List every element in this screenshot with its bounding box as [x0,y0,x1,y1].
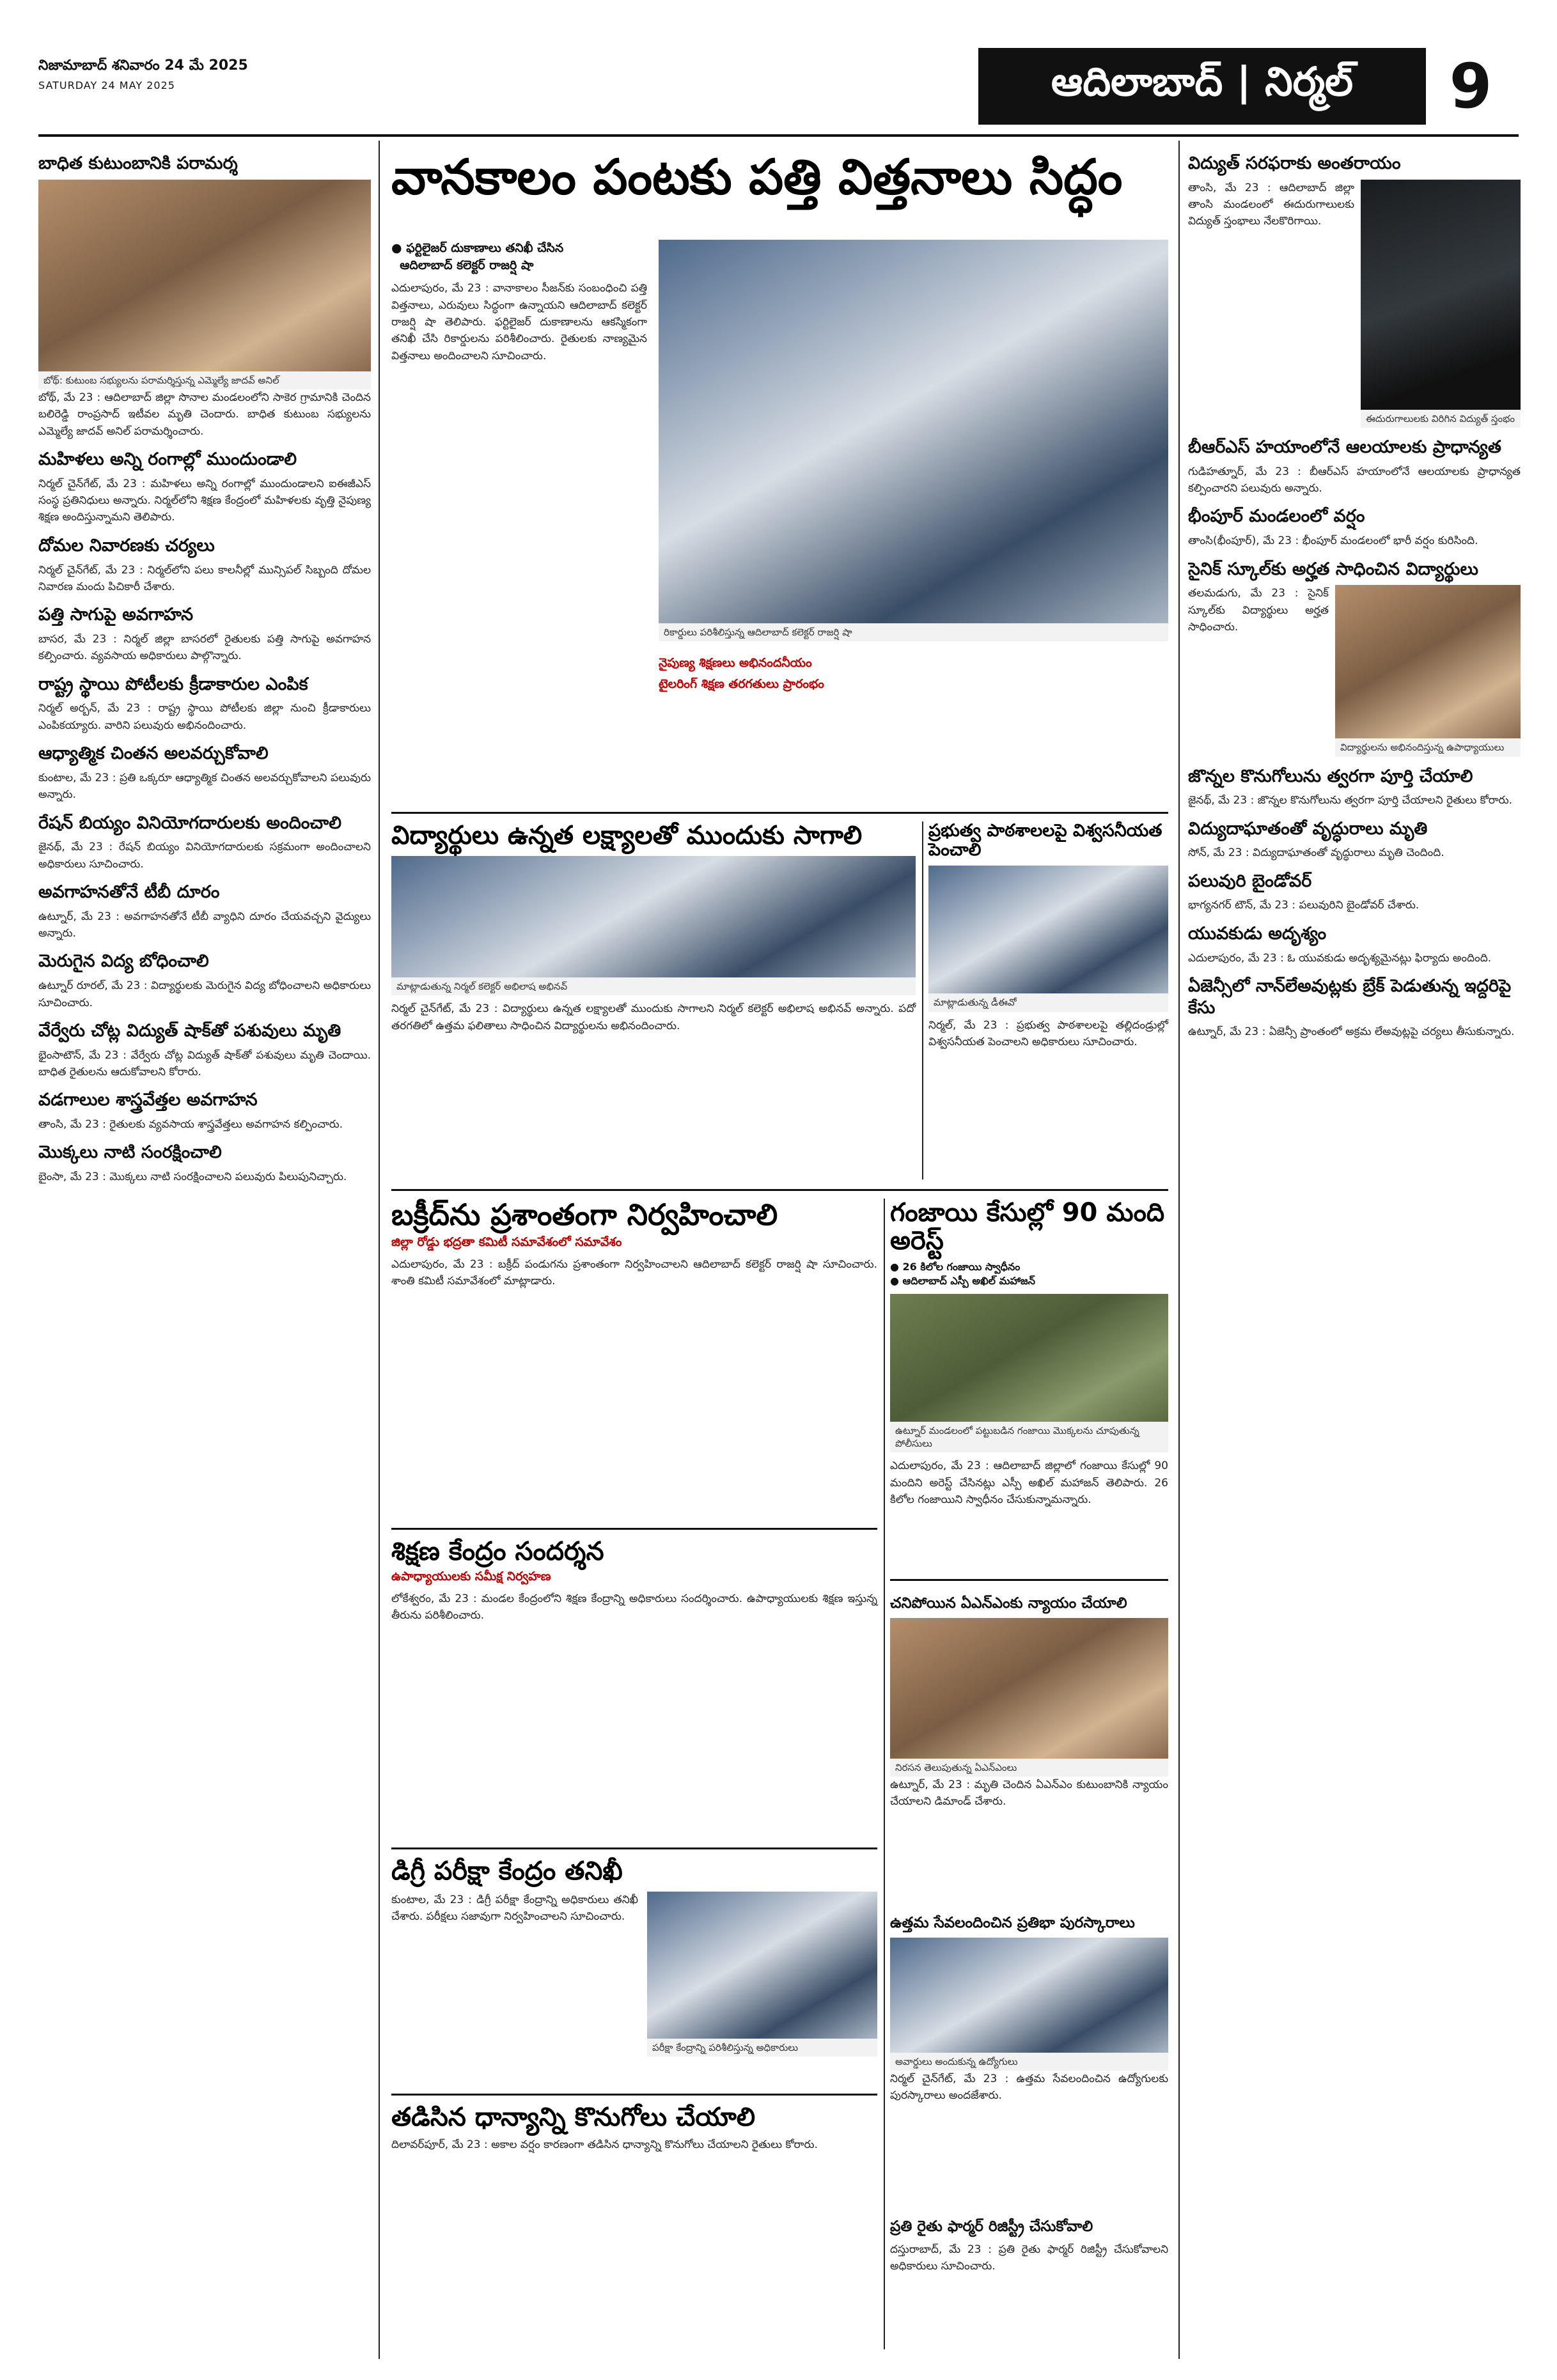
story-body: నిర్మల్ అర్బన్, మే 23 : రాష్ట్ర స్థాయి పోటీలకు జిల్లా నుంచి క్రీడాకారులు ఎంపికయ్యారు. వారిని పలువురు అభినందించారు. [38,702,371,732]
section-rule [391,1847,877,1849]
bakrid-story [391,1199,877,1289]
right-photo-block [1361,180,1521,428]
farmer-registry-body: దస్తురాబాద్, మే 23 : ప్రతి రైతు ఫార్మర్ రిజిస్ట్రీ చేసుకోవాలని అధికారులు సూచించారు. [890,2243,1168,2273]
story-headline: భీంపూర్ మండలంలో వర్షం [1188,506,1365,527]
lead-photo-block [659,240,1168,641]
story-body: బైంసా, మే 23 : మొక్కలు నాటి సంరక్షించాలని పలువురు పిలుపునిచ్చారు. [38,1171,347,1184]
anm-photo-caption: నిరసన తెలుపుతున్న ఏఎన్ఎంలు [890,1759,1168,1777]
degree-photo [647,1892,877,2039]
ganja-bullet-text: 26 కిలోల గంజాయి స్వాధీనం [902,1261,1021,1273]
ganja-bullet-text: ఆదిలాబాద్ ఎస్పీ అఖిల్ మహాజన్ [902,1275,1035,1287]
divider-right [1178,141,1180,2359]
farmer-registry-headline: ప్రతి రైతు ఫార్మర్ రిజిస్ట్రీ చేసుకోవాలి [890,2218,1093,2235]
story-body: తలమడుగు, మే 23 : సైనిక్ స్కూల్‌కు విద్యార్థులు అర్హత సాధించారు. [1188,587,1329,634]
ganja-story [890,1199,1168,1508]
story-headline: ఆధ్యాత్మిక చింతన అలవర్చుకోవాలి [38,743,269,764]
story-headline: రేషన్ బియ్యం వినియోగదారులకు అందించాలి [38,813,342,833]
lead-continued [659,652,1168,805]
lead-subhead-2: టైలరింగ్ శిక్షణ తరగతులు ప్రారంభం [659,677,824,691]
story-headline: మొక్కలు నాటి సంరక్షించాలి [38,1142,222,1163]
masthead-section [978,45,1515,128]
photo [38,180,371,371]
lead-subhead: నైపుణ్య శిక్షణలు అభినందనీయం [659,656,812,670]
anm-photo [890,1618,1168,1759]
story-body: గుడిహత్నూర్, మే 23 : బీఆర్ఎస్ హయాంలోనే ఆలయాలకు ప్రాధాన్యత కల్పించారని పలువురు అన్నారు. [1188,465,1521,495]
story-body: నిర్మల్ చైన్‌గేట్, మే 23 : నిర్మల్‌లోని పలు కాలనీల్లో మున్సిపల్ సిబ్బంది దోమల నివారణ మందు పిచికారీ చేశారు. [38,563,371,593]
divider-left [379,141,380,2359]
right-photo-block [1335,585,1521,756]
story-body: తాంసి, మే 23 : ఆదిలాబాద్ జిల్లా తాంసి మండలంలో ఈదురుగాలులకు విద్యుత్ స్తంభాలు నేలకొరిగాయి. [1188,181,1354,228]
anm-story [890,1585,1168,1810]
training-headline: శిక్షణ కేంద్రం సందర్శన [391,1537,604,1566]
anm-headline: చనిపోయిన ఏఎన్ఎంకు న్యాయం చేయాలి [890,1595,1127,1612]
story-body: జైనథ్, మే 23 : జొన్నల కొనుగోలును త్వరగా పూర్తి చేయాలని రైతులు కోరారు. [1188,794,1513,807]
section-title: ఆదిలాబాద్ | నిర్మల్ [978,48,1426,125]
story-body: తాంసి(భీంపూర్), మే 23 : భీంపూర్ మండలంలో భారీ వర్షం కురిసింది. [1188,534,1478,548]
story-headline: మెరుగైన విద్య బోధించాలి [38,951,209,972]
story-body: ఉట్నూర్, మే 23 : ఏజెన్సీ ప్రాంతంలో అక్రమ లేఅవుట్లపై చర్యలు తీసుకున్నారు. [1188,1025,1515,1039]
wet-grain-headline: తడిసిన ధాన్యాన్ని కొనుగోలు చేయాలి [391,2103,756,2132]
ganja-bullet: ● 26 కిలోల గంజాయి స్వాధీనం [890,1261,1021,1273]
attendance-story [890,1905,1168,2104]
photo-caption: విద్యార్థులను అభినందిస్తున్న ఉపాధ్యాయులు [1335,738,1521,756]
ganja-body: ఎదులాపురం, మే 23 : ఆదిలాబాద్ జిల్లాలో గంజాయి కేసుల్లో 90 మందిని అరెస్ట్ చేసినట్లు ఎస్పీ అఖిల్ మహాజన్ తెలిపారు. 26 కిలోల గంజాయిని స్వాధీనం చేసుకున్నామన్నారు. [890,1459,1168,1506]
date-line: నిజామాబాద్ శనివారం 24 మే 2025 [38,58,248,74]
wet-grain-story [391,2103,877,2153]
story-body: బాసర, మే 23 : నిర్మల్ జిల్లా బాసరలో రైతులకు పత్తి సాగుపై అవగాహన కల్పించారు. వ్యవసాయ అధికారులు పాల్గొన్నారు. [38,633,371,663]
story-headline: పత్తి సాగుపై అవగాహన [38,605,194,625]
lead-bullet-text: ఫర్టిలైజర్ దుకాణాలు తనిఖీ చేసిన [406,241,564,255]
story-body: నిర్మల్ చైన్‌గేట్, మే 23 : మహిళలు అన్ని రంగాల్లో ముందుండాలని ఐఈజీఎస్ సంస్థ ప్రతినిధులు అన్నారు. నిర్మల్‌లోని శిక్షణ కేంద్రంలో మహిళలకు వృత్తి నైపుణ్య శిక్షణ అందిస్తున్నామని తెలిపారు. [38,477,371,524]
bakrid-headline: బక్రీద్‌ను ప్రశాంతంగా నిర్వహించాలి [391,1197,778,1232]
story-body: సోన్, మే 23 : విద్యుదాఘాతంతో వృద్ధురాలు మృతి చెందింది. [1188,846,1444,860]
story-body: తాంసి, మే 23 : రైతులకు వ్యవసాయ శాస్త్రవేత్తలు అవగాహన కల్పించారు. [38,1118,343,1132]
story-headline: రాష్ట్ర స్థాయి పోటీలకు క్రీడాకారుల ఎంపిక [38,674,308,694]
degree-exam-story [391,1857,877,2057]
masthead-rule [38,134,1519,137]
photo [1335,585,1521,738]
story-headline: పలువురి బైండోవర్ [1188,871,1312,891]
story-body: భాగ్యనగర్ టౌన్, మే 23 : పలువురిని బైండోవర్ చేశారు. [1188,899,1420,912]
degree-row [391,1892,877,2057]
govt-schools-photo-caption: మాట్లాడుతున్న డీఈవో [928,993,1168,1011]
right-column [1188,144,1521,2362]
attendance-photo-caption: అవార్డులు అందుకున్న ఉద్యోగులు [890,2053,1168,2071]
lead-photo [659,240,1168,623]
story-headline: బీఆర్ఎస్ హయాంలోనే ఆలయాలకు ప్రాధాన్యత [1188,437,1501,457]
story-headline: విద్యుత్ సరఫరాకు అంతరాయం [1188,153,1401,173]
story-body: ఉట్నూర్ రూరల్, మే 23 : విద్యార్థులకు మెరుగైన విద్య బోధించాలని అధికారులు సూచించారు. [38,979,371,1009]
attendance-body: నిర్మల్ చైన్‌గేట్, మే 23 : ఉత్తమ సేవలందించిన ఉద్యోగులకు పురస్కారాలు అందజేశారు. [890,2073,1168,2103]
story-headline: జొన్నల కొనుగోలును త్వరగా పూర్తి చేయాలి [1188,766,1473,786]
section-rule [391,1189,1168,1191]
story-body: బోథ్, మే 23 : ఆదిలాబాద్ జిల్లా సొనాల మండలంలోని సాకెర గ్రామానికి చెందిన బలిరెడ్డి రాంప్రసాద్ ఇటీవల మృతి చెందారు. బాధిత కుటుంబ సభ్యులను ఎమ్మెల్యే జాదవ్ అనిల్ పరామర్శించారు. [38,391,371,438]
lead-story [391,150,1168,204]
attendance-headline: ఉత్తమ సేవలందించిన ప్రతిభా పురస్కారాలు [890,1915,1135,1931]
divider-mid [922,821,923,1179]
photo [1361,180,1521,410]
masthead-date [38,58,371,91]
ganja-bullet: ● ఆదిలాబాద్ ఎస్పీ అఖిల్ మహాజన్ [890,1275,1035,1287]
lead-headline: వానకాలం పంటకు పత్తి విత్తనాలు సిద్ధం [391,148,1123,205]
attendance-photo [890,1938,1168,2053]
lead-photo-caption: రికార్డులు పరిశీలిస్తున్న ఆదిలాబాద్ కలెక్టర్ రాజర్షి షా [659,623,1168,641]
lead-bullet: ● ఫర్టిలైజర్ దుకాణాలు తనిఖీ చేసిన [391,241,564,255]
degree-headline: డిగ్రీ పరీక్షా కేంద్రం తనిఖీ [391,1856,623,1886]
degree-body: కుంటాల, మే 23 : డిగ్రీ పరీక్షా కేంద్రాన్ని అధికారులు తనిఖీ చేశారు. పరీక్షలు సజావుగా నిర్వహించాలని సూచించారు. [391,1894,638,1924]
section-rule [391,812,1168,814]
ganja-photo [890,1294,1168,1422]
story-headline: బాధిత కుటుంబానికి పరామర్శ [38,153,238,173]
story-headline: విద్యుదాఘాతంతో వృద్ధురాలు మృతి [1188,818,1428,839]
section-rule [391,1528,877,1530]
bakrid-body: ఎదులాపురం, మే 23 : బక్రీద్ పండుగను ప్రశాంతంగా నిర్వహించాలని ఆదిలాబాద్ కలెక్టర్ రాజర్షి షా సూచించారు. శాంతి కమిటీ సమావేశంలో మాట్లాడారు. [391,1257,877,1287]
training-center-story [391,1537,877,1624]
left-column [38,144,371,2362]
wet-grain-body: దిలావర్‌పూర్, మే 23 : అకాల వర్షం కారణంగా తడిసిన ధాన్యాన్ని కొనుగోలు చేయాలని రైతులు కోరారు. [391,2138,818,2151]
story-headline: సైనిక్ స్కూల్‌కు అర్హత సాధించిన విద్యార్థులు [1188,559,1478,579]
anm-body: ఉట్నూర్, మే 23 : మృతి చెందిన ఏఎన్ఎం కుటుంబానికి న్యాయం చేయాలని డిమాండ్ చేశారు. [890,1778,1168,1808]
english-date: SATURDAY 24 MAY 2025 [38,79,175,91]
story-body: భైంసాటౌన్, మే 23 : వేర్వేరు చోట్ల విద్యుత్ షాక్‌తో పశువులు మృతి చెందాయి. బాధిత రైతులను ఆదుకోవాలని కోరారు. [38,1048,371,1078]
ganja-headline: గంజాయి కేసుల్లో 90 మంది అరెస్ట్ [890,1198,1165,1256]
ganja-photo-caption: ఉట్నూర్ మండలంలో పట్టుబడిన గంజాయి మొక్కలను చూపుతున్న పోలీసులు [890,1422,1168,1453]
govt-schools-story [928,821,1168,1050]
students-body: నిర్మల్ చైన్‌గేట్, మే 23 : విద్యార్థులు ఉన్నత లక్ష్యాలతో ముందుకు సాగాలని నిర్మల్ కలెక్టర్ అభిలాష అభినవ్ అన్నారు. పదో తరగతిలో ఉత్తమ ఫలితాలు సాధించిన విద్యార్థులను అభినందించారు. [391,1002,916,1032]
story-headline: ఏజెన్సీలో నాన్‌లేఅవుట్లకు బ్రేక్ పెడుతున్న ఇద్దరిపై కేసు [1188,976,1512,1018]
right-story-row [1188,585,1521,756]
govt-schools-headline: ప్రభుత్వ పాఠశాలలపై విశ్వసనీయత పెంచాలి [928,821,1162,860]
story-headline: వేర్వేరు చోట్ల విద్యుత్ షాక్‌తో పశువులు మృతి [38,1020,341,1041]
story-headline: అవగాహనతోనే టీబీ దూరం [38,882,220,902]
right-story-row [1188,180,1521,428]
story-headline: వడగాలుల శాస్త్రవేత్తల అవగాహన [38,1090,258,1110]
students-photo-caption: మాట్లాడుతున్న నిర్మల్ కలెక్టర్ అభిలాష అభినవ్ [391,977,916,995]
bakrid-subhead: జిల్లా రోడ్డు భద్రతా కమిటీ సమావేశంలో సమావేశం [391,1234,622,1249]
students-story [391,821,916,1034]
govt-schools-photo [928,866,1168,993]
story-headline: దోమల నివారణకు చర్యలు [38,535,215,556]
story-body: కుంటాల, మే 23 : ప్రతి ఒక్కరూ ఆధ్యాత్మిక చింతన అలవర్చుకోవాలని పలువురు అన్నారు. [38,771,371,802]
page-number: 9 [1449,51,1492,122]
story-headline: మహిళలు అన్ని రంగాల్లో ముందుండాలి [38,449,297,470]
story-body: ఉట్నూర్, మే 23 : అవగాహనతోనే టీబీ వ్యాధిని దూరం చేయవచ్చని వైద్యులు అన్నారు. [38,910,371,940]
training-body: లోకేశ్వరం, మే 23 : మండల కేంద్రంలోని శిక్షణ కేంద్రాన్ని అధికారులు సందర్శించారు. ఉపాధ్యాయులకు శిక్షణ ఇస్తున్న తీరును పరిశీలించారు. [391,1592,877,1622]
students-photo [391,856,916,977]
govt-schools-body: నిర్మల్, మే 23 : ప్రభుత్వ పాఠశాలలపై తల్లిదండ్రుల్లో విశ్వసనీయత పెంచాలని అధికారులు సూచించారు. [928,1018,1168,1048]
degree-photo-caption: పరీక్షా కేంద్రాన్ని పరిశీలిస్తున్న అధికారులు [647,2039,877,2057]
lead-bullet-text: ఆదిలాబాద్ కలెక్టర్ రాజర్షి షా [400,258,534,272]
students-headline: విద్యార్థులు ఉన్నత లక్ష్యాలతో ముందుకు సాగాలి [391,821,863,850]
story-body: జైనథ్, మే 23 : రేషన్ బియ్యం వినియోగదారులకు సక్రమంగా అందించాలని అధికారులు సూచించారు. [38,841,371,871]
divider-mid-2 [884,1199,885,2349]
photo-caption: బోథ్: కుటుంబ సభ్యులను పరామర్శిస్తున్న ఎమ్మెల్యే జాదవ్ అనిల్ [38,371,371,389]
section-rule [890,1579,1168,1581]
story-headline: యువకుడు అదృశ్యం [1188,923,1327,944]
lead-bullet [391,257,647,274]
section-rule [391,2094,877,2096]
lead-body: ఎదులాపురం, మే 23 : వానాకాలం సీజన్‌కు సంబంధించి పత్తి విత్తనాలు, ఎరువులు సిద్ధంగా ఉన్నాయని ఆదిలాబాద్ కలెక్టర్ రాజర్షి షా తెలిపారు. ఫర్టిలైజర్ దుకాణాలను ఆకస్మికంగా తనిఖీ చేసి రికార్డులను పరిశీలించారు. రైతులకు నాణ్యమైన విత్తనాలు అందించాలని సూచించారు. [391,282,647,362]
photo-caption: ఈదురుగాలులకు విరిగిన విద్యుత్ స్తంభం [1361,410,1521,428]
training-subhead: ఉపాధ్యాయులకు సమీక్ష నిర్వహణ [391,1569,551,1583]
farmer-registry-story [890,2209,1168,2275]
degree-photo-block [647,1892,877,2057]
story-body: ఎదులాపురం, మే 23 : ఓ యువకుడు అదృశ్యమైనట్లు ఫిర్యాదు అందింది. [1188,951,1492,965]
